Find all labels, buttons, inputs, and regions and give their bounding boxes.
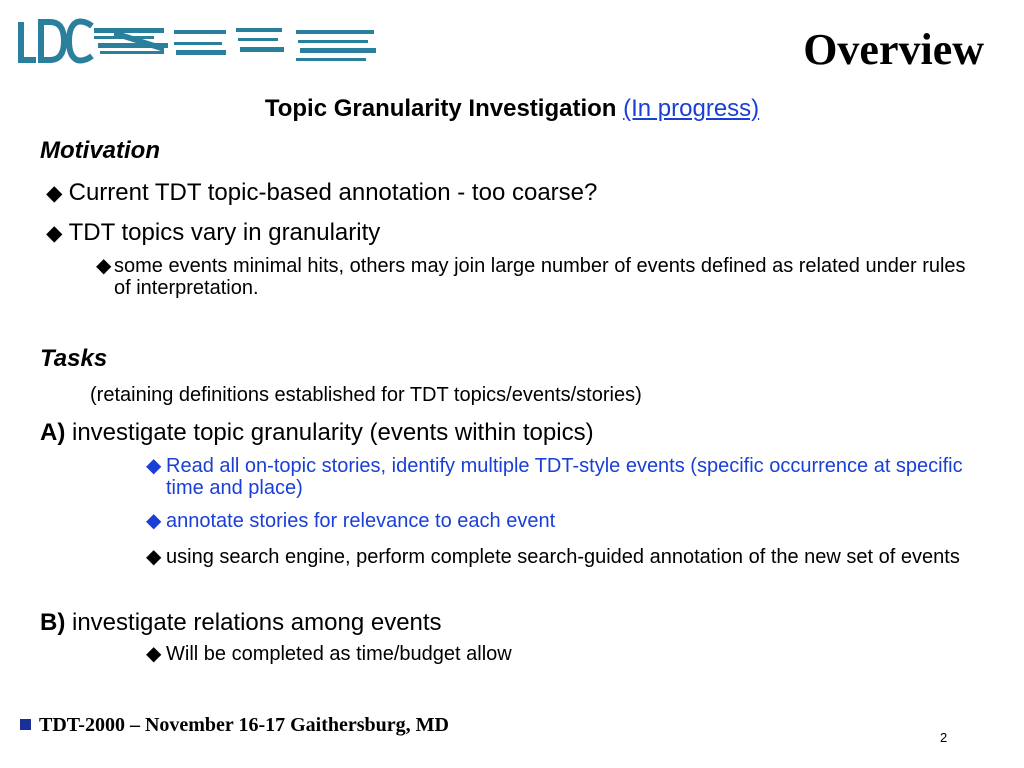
ldc-logo-icon (14, 16, 382, 68)
bullet-item (46, 218, 380, 248)
task-a-bullet-text: Read all on-topic stories, identify multiple TDT-style events (specific occurrence at specific time and place) (166, 455, 963, 499)
diamond-bullet-icon: ◆ (146, 643, 162, 665)
tasks-note: (retaining definitions established for TDT topics/events/stories) (90, 384, 642, 406)
sub-bullet-text: some events minimal hits, others may join large number of events defined as related under rules of interpretation. (114, 255, 966, 299)
bullet-item (46, 178, 597, 208)
diamond-bullet-icon: ◆ (146, 546, 162, 568)
page-title: Overview (803, 25, 984, 74)
task-a-text: investigate topic granularity (events within topics) (72, 419, 594, 446)
bullet-text: TDT topics vary in granularity (68, 219, 381, 246)
tasks-heading: Tasks (40, 345, 108, 372)
square-bullet-icon (20, 719, 31, 730)
task-b-text: investigate relations among events (72, 609, 442, 636)
diamond-bullet-icon: ◆ (146, 455, 162, 477)
subtitle-text: Topic Granularity Investigation (264, 95, 617, 122)
page-number: 2 (940, 730, 948, 745)
task-a-label: A) (40, 419, 66, 446)
task-b-bullet (146, 643, 976, 665)
task-a (40, 418, 594, 448)
subtitle (0, 92, 1024, 126)
task-b-label: B) (40, 609, 66, 636)
footer-text: TDT-2000 – November 16-17 Gaithersburg, MD (39, 714, 449, 736)
task-b-bullet-text: Will be completed as time/budget allow (166, 643, 512, 665)
sub-bullet-item (96, 255, 976, 299)
task-a-bullet (146, 546, 976, 568)
bullet-text: Current TDT topic-based annotation - too coarse? (68, 179, 598, 206)
footer (20, 712, 449, 738)
diamond-bullet-icon: ◆ (96, 255, 112, 277)
diamond-bullet-icon: ◆ (46, 180, 63, 205)
task-a-bullet (146, 510, 976, 532)
task-a-bullet-text: using search engine, perform complete search-guided annotation of the new set of events (166, 546, 960, 568)
subtitle-status: (In progress) (623, 95, 760, 122)
diamond-bullet-icon: ◆ (46, 220, 63, 245)
motivation-heading: Motivation (40, 137, 160, 164)
task-a-bullet (146, 455, 976, 499)
task-a-bullet-text: annotate stories for relevance to each event (166, 510, 556, 532)
task-b (40, 608, 442, 638)
diamond-bullet-icon: ◆ (146, 510, 162, 532)
